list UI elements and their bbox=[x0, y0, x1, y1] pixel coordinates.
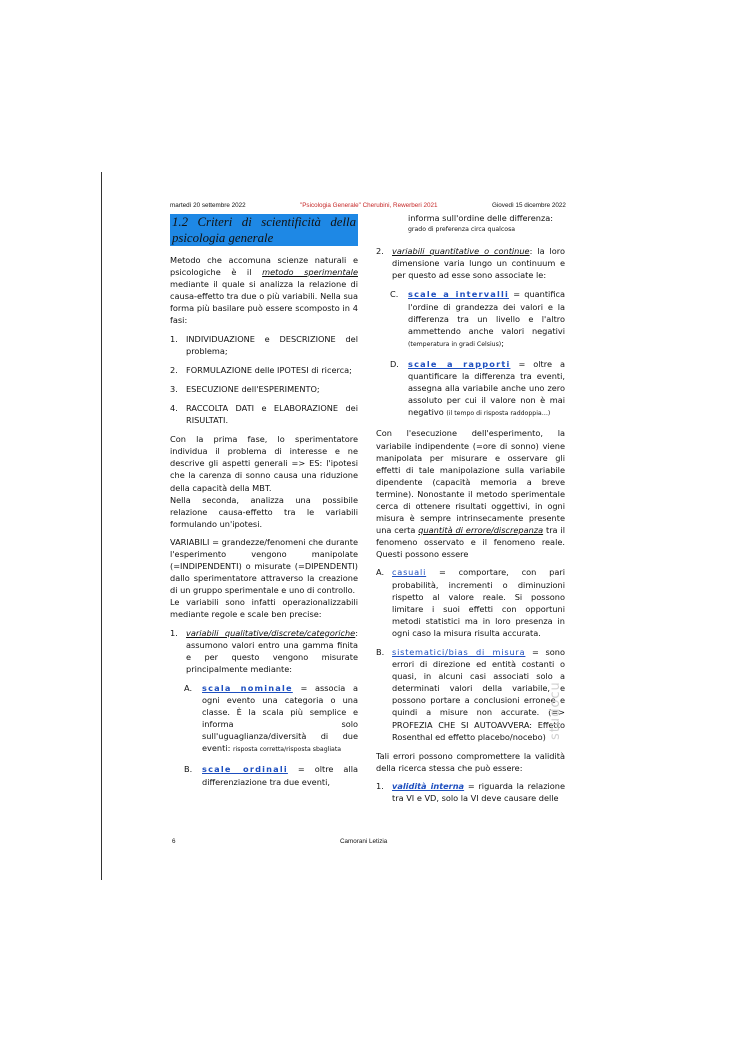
paragraph-fase-due: Nella seconda, analizza una possibile relazione causa-effetto tra le variabili formulando un'ipotesi. bbox=[170, 494, 358, 529]
phase-text: FORMULAZIONE delle IPOTESI di ricerca; bbox=[186, 364, 352, 375]
left-column bbox=[170, 214, 358, 795]
section-title: 1.2 Criteri di scientificità della psicologia generale bbox=[172, 215, 356, 245]
punctuation: ; bbox=[501, 337, 504, 348]
variables-list bbox=[170, 627, 358, 675]
phase-item bbox=[170, 364, 358, 376]
esecuzione-text-b: tra il fenomeno osservato e il fenomeno reale. Questi possono essere bbox=[376, 525, 565, 560]
list-number: 1. bbox=[376, 780, 384, 791]
scale-intervalli-example: (temperatura in gradi Celsius) bbox=[408, 340, 502, 348]
quantitative-variables-text: : la loro dimensione varia lungo un continuum e per questo ad esse sono associate le: bbox=[392, 246, 565, 281]
errori-casuali-text: = comportare, con pari probabilità, incrementi o diminuzioni rispetto al valore reale. Si possono limitare i suoi effetti con opportuni metodi statistici ma in loro presenza in ogni caso la misura risulta accurata. bbox=[392, 567, 565, 638]
quantitative-variables-term: variabili quantitative o continue bbox=[392, 246, 530, 257]
intro-text-b: mediante il quale si analizza la relazione di causa-effetto tra due o più variabili. Nella sua forma più basilare può essere scomposto in 4 fasi: bbox=[170, 279, 358, 326]
phase-text: ESECUZIONE dell'ESPERIMENTO; bbox=[186, 383, 320, 394]
scales-list-qualitative bbox=[184, 682, 358, 788]
list-letter: B. bbox=[376, 647, 385, 657]
phase-item bbox=[170, 402, 358, 426]
qualitative-variables-term: variabili qualitative/discrete/categoriche bbox=[186, 627, 356, 638]
validity-item bbox=[376, 780, 565, 804]
validity-list bbox=[376, 780, 565, 804]
error-item bbox=[376, 646, 565, 743]
qualitative-variables-text: : assumono valori entro una gamma finita e per questo vengono misurate principalmente mediante: bbox=[186, 627, 358, 674]
errori-casuali-term: casuali bbox=[392, 567, 427, 578]
scala-nominale-example: risposta corretta/risposta sbagliata bbox=[232, 746, 342, 754]
list-number: 4. bbox=[170, 402, 178, 413]
errori-sistematici-text: = sono errori di direzione ed entità costanti o quasi, in alcuni casi associati solo a determinati valori della variabile, e possono portare a conclusioni erronee e quindi a misure non accurate. (=> PROFEZIA CHE SI AUTOAVVERA: Effetto Rosenthal ed effetto placebo/nocebo) bbox=[392, 647, 565, 742]
variable-type-item bbox=[376, 245, 565, 281]
list-letter: A. bbox=[184, 682, 193, 693]
scale-rapporti-text: = oltre a quantificare la differenza tra eventi, assegna alla variabile anche uno zero assoluto per cui il valore non è mai negativo bbox=[408, 358, 565, 418]
scale-item bbox=[184, 763, 358, 787]
scale-ordinali-text: = oltre alla differenziazione tra due eventi, bbox=[202, 764, 358, 787]
intro-paragraph bbox=[170, 254, 358, 327]
header-book-title: "Psicologia Generale" Cherubini, Rewerberi 2021 bbox=[300, 202, 438, 209]
variable-type-item bbox=[170, 627, 358, 675]
right-column bbox=[376, 214, 565, 811]
ordinal-continuation-text: informa sull'ordine delle differenza: bbox=[408, 213, 554, 223]
list-letter: A. bbox=[376, 567, 385, 578]
errore-discrepanza-term: quantità di errore/discrepanza bbox=[418, 525, 544, 536]
scala-nominale-text: = associa a ogni evento una categoria o una classe. È la scala più semplice e informa solo sull'uguaglianza/diversità di due eventi: bbox=[202, 682, 358, 754]
paragraph-validita: Tali errori possono compromettere la validità della ricerca stessa che può essere: bbox=[376, 750, 565, 773]
validita-interna-text: = riguarda la relazione tra VI e VD, solo la VI deve causare delle bbox=[392, 780, 566, 804]
ordinal-continuation bbox=[390, 212, 565, 236]
validita-interna-term: validità interna bbox=[392, 780, 465, 791]
list-letter: B. bbox=[184, 764, 193, 775]
scale-item bbox=[390, 288, 565, 350]
scala-nominale-term: scala nominale bbox=[202, 682, 293, 693]
phase-text: RACCOLTA DATI e ELABORAZIONE dei RISULTATI. bbox=[186, 402, 358, 426]
scales-list-quantitative bbox=[390, 288, 565, 420]
phase-text: INDIVIDUAZIONE e DESCRIZIONE del problema; bbox=[186, 333, 358, 356]
watermark: studocu bbox=[548, 681, 563, 740]
intro-text-a: Metodo che accomuna scienze naturali e psicologiche è il bbox=[170, 255, 358, 278]
header-right-date: Giovedì 15 dicembre 2022 bbox=[492, 202, 566, 209]
metodo-sperimentale-term: metodo sperimentale bbox=[262, 267, 358, 278]
scale-rapporti-example: (il tempo di risposta raddoppia…) bbox=[446, 410, 551, 418]
scale-rapporti-term: scale a rapporti bbox=[408, 358, 511, 369]
esecuzione-text-a: Con l'esecuzione dell'esperimento, la variabile indipendente (=ore di sonno) viene manipolata per misurare e osservare gli effetti di tale manipolazione sulla variabile dipendente (capacità memoria a breve termine). Nonostante il metodo sperimentale cerca di ottenere risultati oggettivi, in ogni misura è sempre intrinsecamente presente una certa bbox=[376, 428, 565, 536]
scale-ordinali-term: scale ordinali bbox=[202, 764, 288, 775]
list-number: 2. bbox=[170, 364, 178, 375]
footer-author: Camorani Letizia bbox=[340, 838, 388, 845]
errors-list bbox=[376, 566, 565, 742]
variables-list-continued bbox=[376, 245, 565, 281]
paragraph-esecuzione bbox=[376, 427, 565, 560]
list-number: 1. bbox=[170, 333, 178, 344]
list-letter: C. bbox=[390, 289, 399, 300]
errori-sistematici-term: sistematici/bias di misura bbox=[392, 647, 526, 657]
paragraph-operazionalizzabili: Le variabili sono infatti operazionalizzabili mediante regole e scale ben precise: bbox=[170, 597, 358, 620]
header-left-date: martedì 20 settembre 2022 bbox=[170, 202, 246, 209]
scale-intervalli-term: scale a intervalli bbox=[408, 289, 510, 300]
phase-item bbox=[170, 383, 358, 395]
paragraph-fase-uno: Con la prima fase, lo sperimentatore individua il problema di interesse e ne descrive gli aspetti generali => ES: l'ipotesi che la carenza di sonno causa una riduzione della capacità della MBT. bbox=[170, 434, 358, 493]
page-number: 6 bbox=[172, 838, 176, 845]
list-number: 1. bbox=[170, 627, 178, 638]
phase-item bbox=[170, 333, 358, 357]
ordinal-example: grado di preferenza circa qualcosa bbox=[408, 226, 516, 234]
error-item bbox=[376, 566, 565, 639]
scale-intervalli-text: = quantifica l'ordine di grandezza dei valori e la differenza tra un livello e l'altro ammettendo anche valori negativi bbox=[408, 289, 565, 336]
scale-item bbox=[390, 358, 565, 420]
list-number: 3. bbox=[170, 383, 178, 394]
phases-list bbox=[170, 333, 358, 427]
paragraph-variabili: VARIABILI = grandezze/fenomeni che durante l'esperimento vengono manipolate (=INDIPENDENTI) o misurate (=DIPENDENTI) dallo sperimentatore attraverso la creazione di un gruppo sperimentale e uno di controllo. bbox=[170, 536, 358, 596]
scale-item bbox=[184, 682, 358, 757]
list-number: 2. bbox=[376, 246, 384, 257]
page-margin-line bbox=[101, 172, 102, 880]
list-letter: D. bbox=[390, 358, 399, 369]
